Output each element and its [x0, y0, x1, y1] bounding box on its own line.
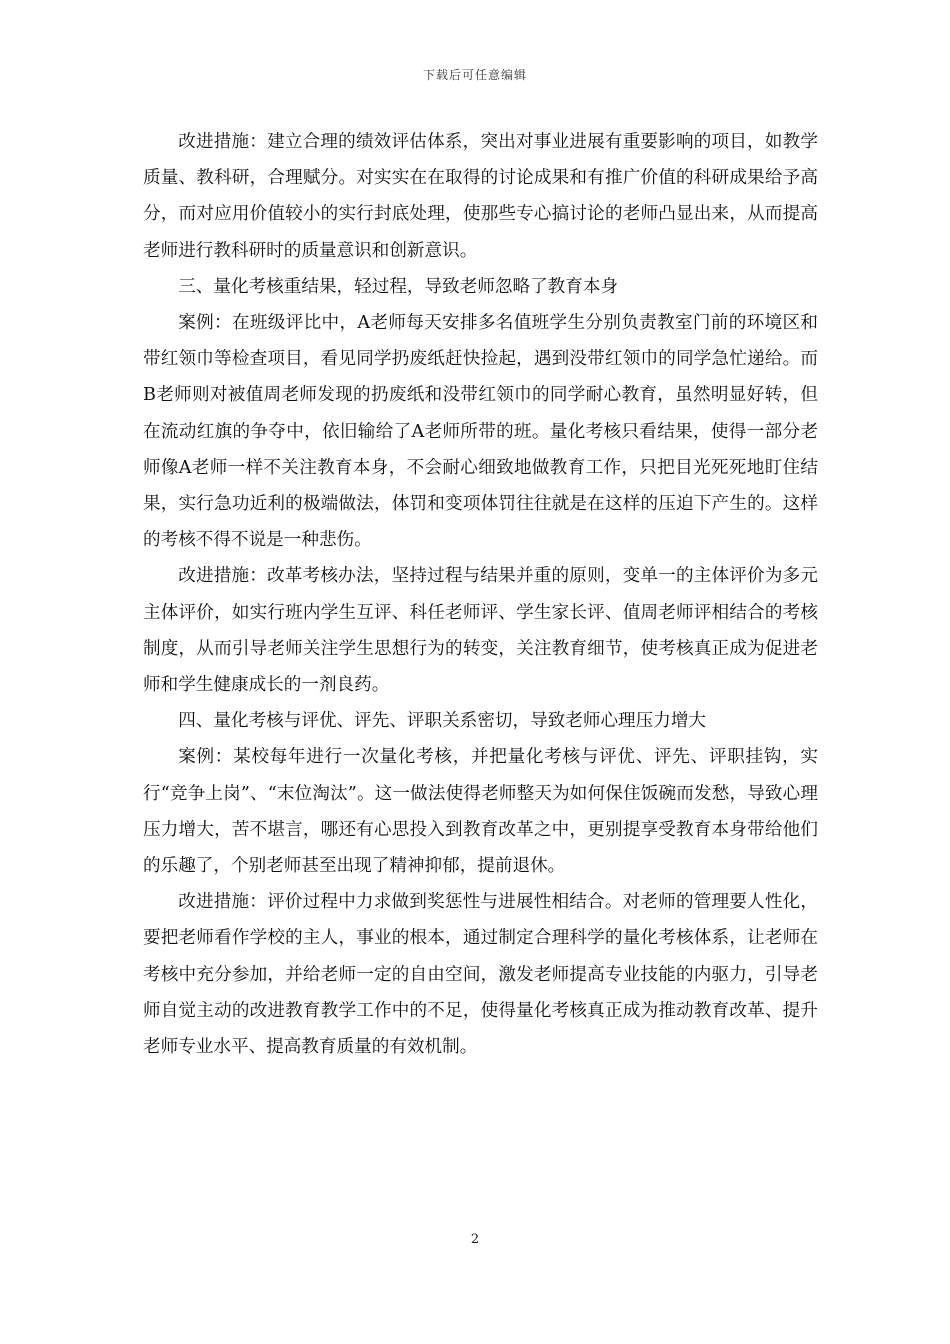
page-header: 下载后可任意编辑	[422, 68, 527, 82]
paragraph-case-4: 案例：某校每年进行一次量化考核，并把量化考核与评优、评先、评职挂钩，实行“竞争上岗”、“末位淘汰”。这一做法使得老师整天为如何保住饭碗而发愁，导致心理压力增大，苦不堪言，哪还有心思投入到教育改革之中，更别提享受教育本身带给他们的乐趣了，个别老师甚至出现了精神抑郁，提前退休。	[143, 747, 818, 877]
paragraph-improvement-measures-1: 改进措施：建立合理的绩效评估体系，突出对事业进展有重要影响的项目，如教学质量、教科研，合理赋分。对实实在在取得的讨论成果和有推广价值的科研成果给予高分，而对应用价值较小的实行封底处理，使那些专心搞讨论的老师凸显出来，从而提高老师进行教科研时的质量意识和创新意识。	[143, 132, 818, 261]
paragraph-improvement-measures-3: 改进措施：改革考核办法，坚持过程与结果并重的原则，变单一的主体评价为多元主体评价，如实行班内学生互评、科任老师评、学生家长评、值周老师评相结合的考核制度，从而引导老师关注学生思想行为的转变，关注教育细节，使考核真正成为促进老师和学生健康成长的一剂良药。	[143, 566, 818, 696]
document-body	[143, 124, 818, 1065]
paragraph-case-3: 案例：在班级评比中，A老师每天安排多名值班学生分别负责教室门前的环境区和带红领巾等检查项目，看见同学扔废纸赶快捡起，遇到没带红领巾的同学急忙递给。而B老师则对被值周老师发现的扔废纸和没带红领巾的同学耐心教育，虽然明显好转，但在流动红旗的争夺中，依旧输给了A老师所带的班。量化考核只看结果，使得一部分老师像A老师一样不关注教育本身，不会耐心细致地做教育工作，只把目光死死地盯住结果，实行急功近利的极端做法，体罚和变项体罚往往就是在这样的压迫下产生的。这样的考核不得不说是一种悲伤。	[143, 313, 818, 551]
section-heading-4: 四、量化考核与评优、评先、评职关系密切，导致老师心理压力增大	[178, 711, 707, 732]
paragraph-improvement-measures-4: 改进措施：评价过程中力求做到奖惩性与进展性相结合。对老师的管理要人性化，要把老师看作学校的主人，事业的根本，通过制定合理科学的量化考核体系，让老师在考核中充分参加，并给老师一定的自由空间，激发老师提高专业技能的内驱力，引导老师自觉主动的改进教育教学工作中的不足，使得量化考核真正成为推动教育改革、提升老师专业水平、提高教育质量的有效机制。	[143, 892, 818, 1058]
page-number: 2	[470, 1232, 480, 1247]
section-heading-3: 三、量化考核重结果，轻过程，导致老师忽略了教育本身	[178, 276, 619, 297]
